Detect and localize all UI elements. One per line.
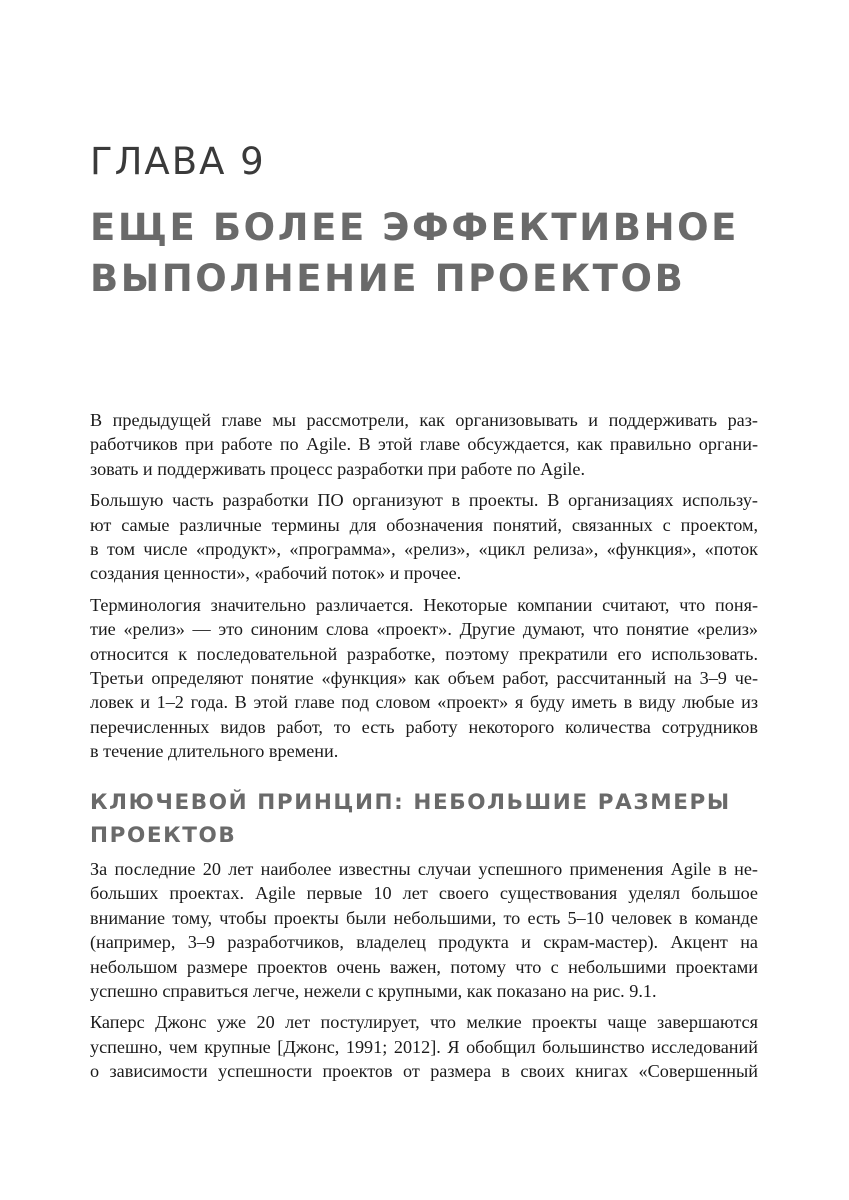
text-line: создания ценности», «рабочий поток» и прочее. — [90, 563, 462, 584]
text-line: В предыдущей главе мы рассмотрели, как организовывать и поддерживать раз- — [90, 410, 758, 430]
intro-text — [90, 408, 758, 770]
chapter-title — [90, 202, 790, 304]
chapter-title-line: ЕЩЕ БОЛЕЕ ЭФФЕКТИВНОЕ — [90, 206, 740, 249]
text-line: работчиков при работе по Agile. В этой главе обсуждается, как правильно органи- — [90, 434, 758, 455]
chapter-label: ГЛАВА 9 — [90, 140, 266, 183]
text-line: (например, 3–9 разработчиков, владелец продукта и скрам-мастер). Акцент на — [90, 932, 758, 953]
text-line: успешно, чем крупные [Джонс, 1991; 2012]. Я обобщил большинство исследований — [90, 1036, 758, 1057]
text-line: успешно справиться легче, нежели с крупными, как показано на рис. 9.1. — [90, 980, 657, 1001]
text-line: в том числе «продукт», «программа», «релиз», «цикл релиза», «функция», «поток — [90, 538, 758, 559]
section-heading-line: КЛЮЧЕВОЙ ПРИНЦИП: НЕБОЛЬШИЕ РАЗМЕРЫ — [90, 790, 731, 815]
text-line: относится к последовательной разработке, поэтому прекратили его использовать. — [90, 643, 758, 664]
text-line: ловек и 1–2 года. В этой главе под словом «проект» я буду иметь в виду любые из — [90, 692, 758, 713]
section-heading-line: ПРОЕКТОВ — [90, 823, 237, 848]
text-line: Большую часть разработки ПО организуют в проекты. В организациях использу- — [90, 490, 758, 511]
text-line: Каперс Джонс уже 20 лет постулирует, что мелкие проекты чаще завершаются — [90, 1012, 758, 1033]
section-text — [90, 857, 758, 1091]
text-line: в течение длительного времени. — [90, 741, 339, 762]
paragraph — [90, 408, 758, 481]
paragraph — [90, 857, 758, 1003]
section-heading — [90, 786, 758, 852]
text-line: ют самые различные термины для обозначения понятий, связанных с проектом, — [90, 514, 758, 535]
text-line: внимание тому, чтобы проекты были небольшими, то есть 5–10 человек в команде — [90, 907, 758, 928]
text-line: больших проектах. Agile первые 10 лет своего существования уделял большое — [90, 883, 758, 904]
paragraph — [90, 488, 758, 586]
paragraph — [90, 1010, 758, 1083]
text-line: Третьи определяют понятие «функция» как объем работ, рассчитанный на 3–9 че- — [90, 667, 758, 688]
paragraph — [90, 593, 758, 764]
text-line: о зависимости успешности проектов от размера в своих книгах «Совершенный — [90, 1061, 758, 1082]
text-line: тие «релиз» — это синоним слова «проект». Другие думают, что понятие «релиз» — [90, 619, 758, 640]
text-line: перечисленных видов работ, то есть работу некоторого количества сотрудников — [90, 716, 758, 737]
text-line: За последние 20 лет наиболее известны случаи успешного применения Agile в не- — [90, 859, 758, 879]
text-line: зовать и поддерживать процесс разработки при работе по Agile. — [90, 458, 586, 479]
text-line: Терминология значительно различается. Некоторые компании считают, что поня- — [90, 594, 758, 615]
text-line: небольшом размере проектов очень важен, потому что с небольшими проектами — [90, 956, 758, 977]
chapter-title-line: ВЫПОЛНЕНИЕ ПРОЕКТОВ — [90, 257, 686, 300]
